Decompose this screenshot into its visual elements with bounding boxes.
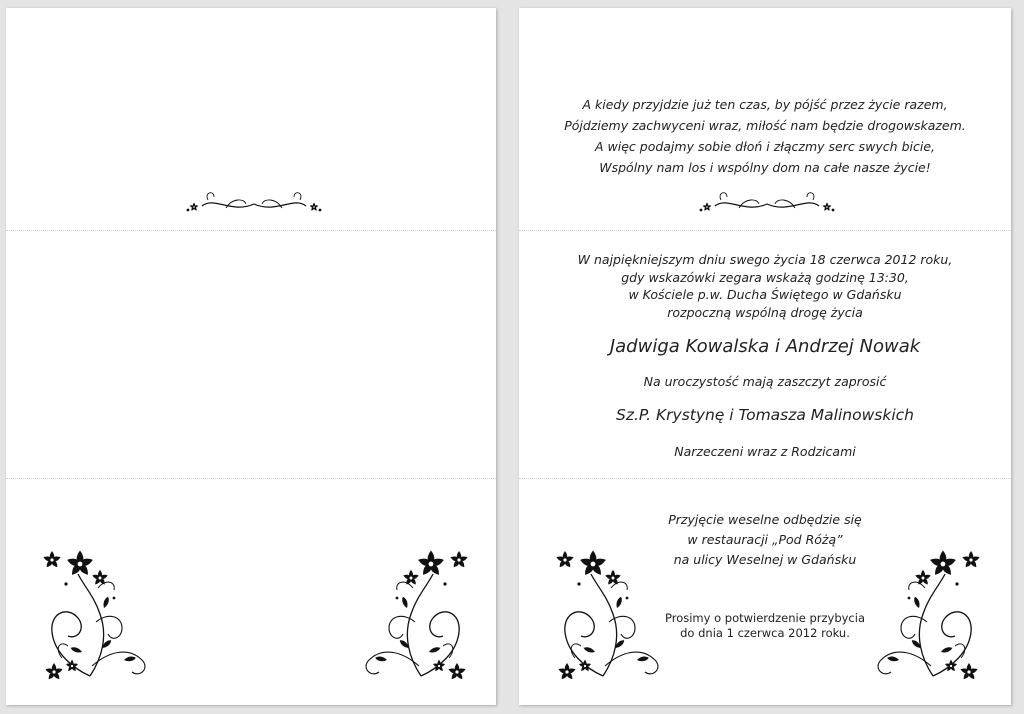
rsvp-line: Prosimy o potwierdzenie przybycia [665, 611, 865, 625]
ceremony-details [519, 251, 1011, 321]
invite-line: Na uroczystość mają zaszczyt zaprosić [643, 374, 887, 389]
details-line: gdy wskazówki zegara wskażą godzinę 13:30, [621, 269, 909, 285]
fold-line [6, 478, 496, 479]
invitation-left-panel [6, 8, 496, 705]
details-line: W najpiękniejszym dniu swego życia 18 czerwca 2012 roku, [577, 252, 953, 267]
details-line: rozpoczną wspólną drogę życia [667, 304, 863, 320]
fold-line [6, 230, 496, 231]
poem-line: Wspólny nam los i wspólny dom na całe nasze życie! [599, 160, 931, 175]
floral-corner-left-icon [42, 548, 152, 683]
invitation-right-panel [519, 8, 1011, 705]
reception-line: w restauracji „Pod Różą” [687, 532, 843, 547]
floral-corner-left-icon [555, 548, 665, 683]
fold-line [519, 478, 1011, 479]
details-line: w Kościele p.w. Ducha Świętego w Gdańsku [628, 287, 902, 302]
poem-line: A kiedy przyjdzie już ten czas, by pójść przez życie razem, [582, 97, 948, 112]
poem-line: Pójdziemy zachwyceni wraz, miłość nam będzie drogowskazem. [564, 118, 966, 133]
flourish-divider-icon [697, 191, 837, 221]
poem [519, 94, 1011, 178]
reception-line: Przyjęcie weselne odbędzie się [668, 512, 862, 527]
floral-corner-right-icon [359, 548, 469, 683]
rsvp-line: do dnia 1 czerwca 2012 roku. [680, 626, 850, 640]
poem-line: A więc podajmy sobie dłoń i złączmy serc swych bicie, [595, 139, 935, 154]
hosts-line: Narzeczeni wraz z Rodzicami [674, 444, 856, 459]
flourish-divider-icon [184, 191, 324, 221]
couple-names: Jadwiga Kowalska i Andrzej Nowak [609, 336, 921, 357]
reception-line: na ulicy Weselnej w Gdańsku [673, 552, 857, 567]
guest-names: Sz.P. Krystynę i Tomasza Malinowskich [616, 406, 914, 424]
fold-line [519, 230, 1011, 231]
floral-corner-right-icon [871, 548, 981, 683]
